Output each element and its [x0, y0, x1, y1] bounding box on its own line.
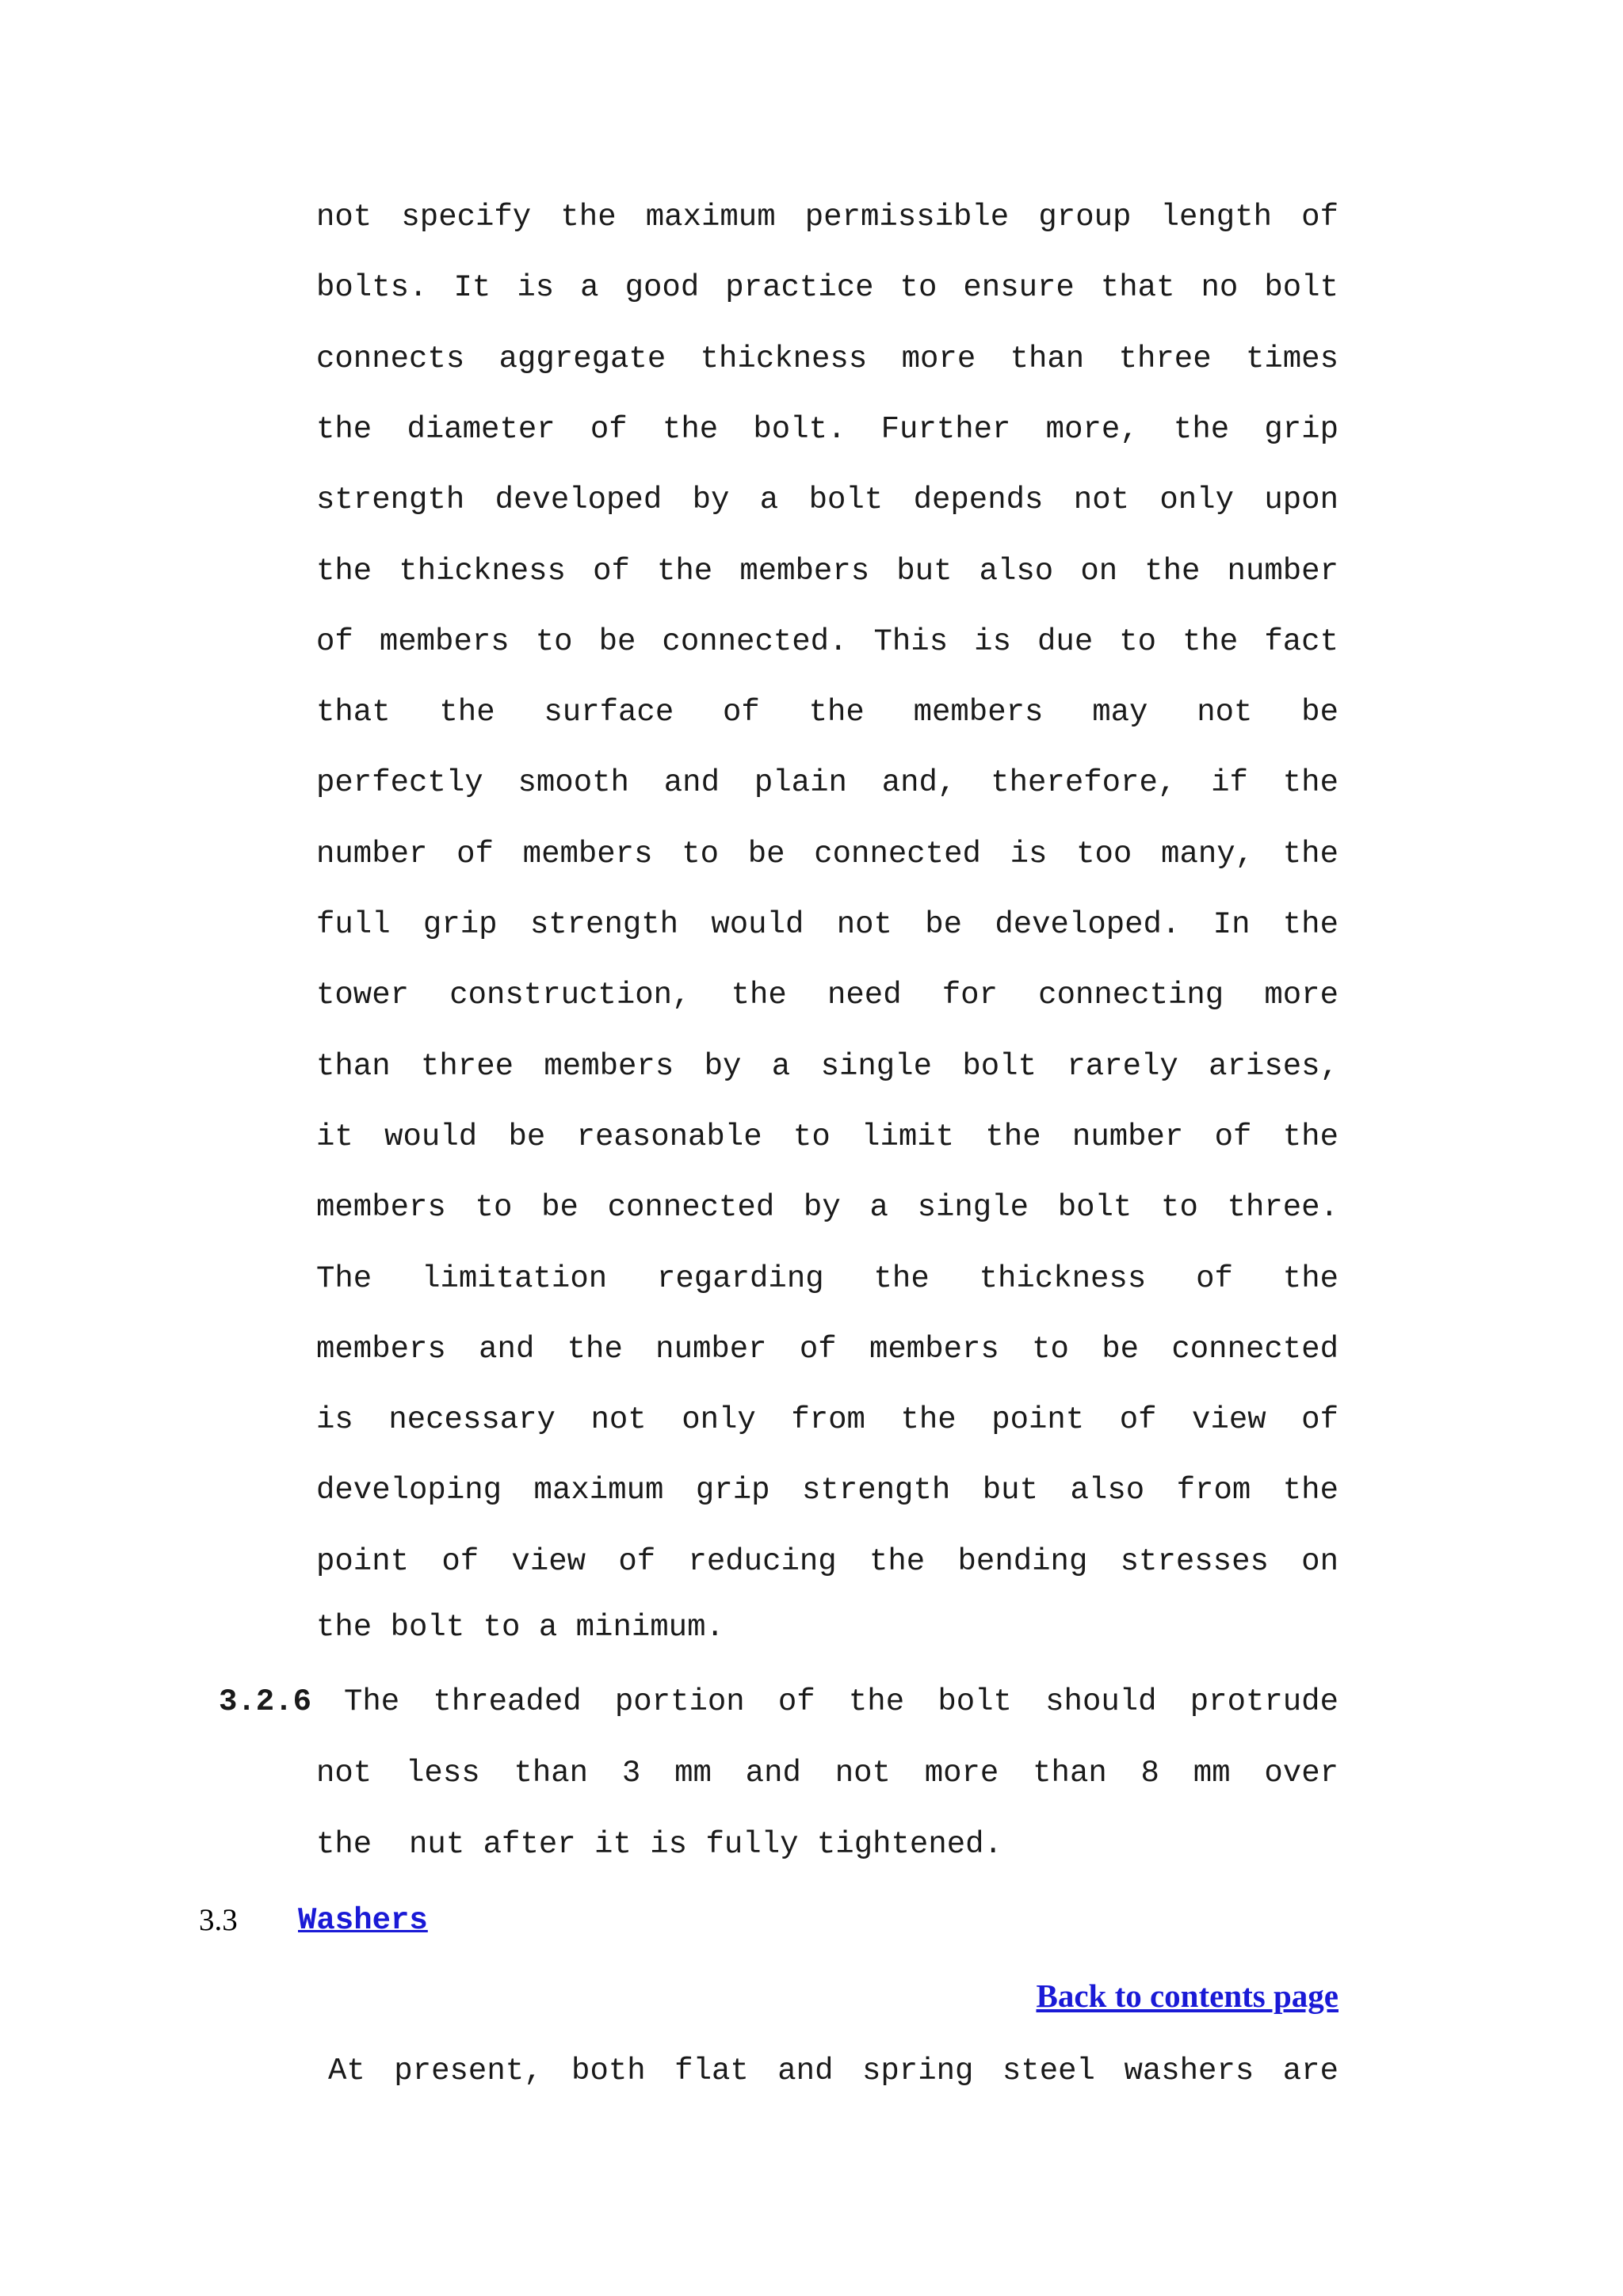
paragraph-text-line: than three members by a single bolt rarely arises, [316, 1049, 1338, 1084]
paragraph-text-line: number of members to be connected is too many, the [316, 837, 1338, 871]
paragraph-text-line: tower construction, the need for connecting more [316, 978, 1338, 1013]
section-title-link[interactable]: Washers [298, 1903, 428, 1938]
clause-text-line: The threaded portion of the bolt should protrude [344, 1684, 1338, 1719]
paragraph-text-line: is necessary not only from the point of view of [316, 1402, 1338, 1437]
paragraph-text-line: the diameter of the bolt. Further more, the grip [316, 412, 1338, 447]
clause-text-line: not less than 3 mm and not more than 8 mm over [316, 1756, 1338, 1791]
paragraph-text-line: strength developed by a bolt depends not only upon [316, 482, 1338, 517]
paragraph-text-line: that the surface of the members may not be [316, 695, 1338, 730]
paragraph-last-line: the bolt to a minimum. [316, 1610, 724, 1645]
paragraph-text-line: members to be connected by a single bolt to three. [316, 1190, 1338, 1225]
paragraph-text-line: perfectly smooth and plain and, therefore, if the [316, 765, 1338, 800]
paragraph-text-line: developing maximum grip strength but also from the [316, 1473, 1338, 1508]
paragraph-text-line: connects aggregate thickness more than three times [316, 341, 1338, 376]
paragraph-text-line: it would be reasonable to limit the number of the [316, 1119, 1338, 1154]
section-number: 3.3 [199, 1903, 238, 1937]
paragraph-text-line: not specify the maximum permissible group length of [316, 200, 1338, 235]
paragraph-text-line: of members to be connected. This is due to the fact [316, 624, 1338, 659]
paragraph-text-line: At present, both flat and spring steel washers are [328, 2054, 1338, 2088]
back-to-contents-link[interactable]: Back to contents page [1036, 1978, 1338, 2014]
clause-number: 3.2.6 [219, 1684, 312, 1719]
paragraph-text-line: bolts. It is a good practice to ensure that no bolt [316, 270, 1338, 305]
paragraph-text-line: full grip strength would not be developed. In the [316, 907, 1338, 942]
paragraph-text-line: the thickness of the members but also on the number [316, 554, 1338, 589]
paragraph-text-line: members and the number of members to be connected [316, 1332, 1338, 1367]
clause-text-line: the nut after it is fully tightened. [316, 1827, 1002, 1862]
paragraph-text-line: point of view of reducing the bending stresses on [316, 1544, 1338, 1579]
paragraph-text-line: The limitation regarding the thickness of the [316, 1261, 1338, 1296]
